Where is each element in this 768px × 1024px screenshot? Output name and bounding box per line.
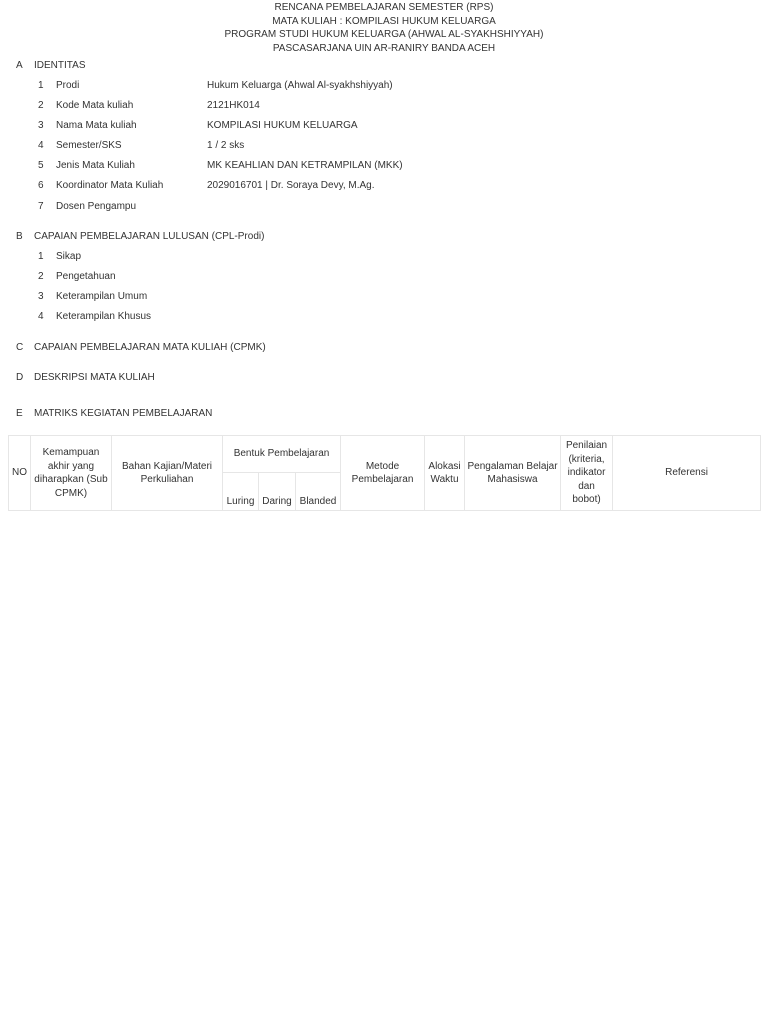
identity-row-koordinator: [0, 180, 768, 194]
col-header-bentuk: Bentuk Pembelajaran: [223, 436, 341, 473]
row-label: Jenis Mata Kuliah: [56, 160, 135, 171]
row-number: 4: [38, 140, 44, 151]
cpl-row-sikap: [0, 251, 768, 265]
row-label: Dosen Pengampu: [56, 201, 137, 212]
section-letter: A: [16, 60, 23, 71]
col-header-daring: Daring: [259, 473, 296, 511]
cpl-row-keterampilan-khusus: [0, 311, 768, 325]
section-title: CAPAIAN PEMBELAJARAN LULUSAN (CPL-Prodi): [34, 231, 265, 242]
row-label: Kode Mata kuliah: [56, 100, 134, 111]
section-letter: B: [16, 231, 23, 242]
row-label: Koordinator Mata Kuliah: [56, 180, 164, 191]
document-header: [0, 0, 768, 55]
row-number: 5: [38, 160, 44, 171]
learning-matrix-table: [8, 435, 761, 511]
col-header-blanded: Blanded: [296, 473, 341, 511]
identity-row-semester: [0, 140, 768, 154]
col-header-no: NO: [9, 436, 31, 511]
col-header-metode: Metode Pembelajaran: [341, 436, 425, 511]
row-label: Pengetahuan: [56, 271, 116, 282]
row-number: 3: [38, 291, 44, 302]
row-number: 3: [38, 120, 44, 131]
row-number: 1: [38, 251, 44, 262]
col-header-pengalaman: Pengalaman Belajar Mahasiswa: [465, 436, 561, 511]
row-number: 2: [38, 100, 44, 111]
col-header-alokasi: Alokasi Waktu: [425, 436, 465, 511]
section-title: DESKRIPSI MATA KULIAH: [34, 372, 155, 383]
row-value: MK KEAHLIAN DAN KETRAMPILAN (MKK): [207, 160, 403, 171]
section-letter: D: [16, 372, 24, 383]
col-header-kemampuan: Kemampuan akhir yang diharapkan (Sub CPMK): [31, 436, 112, 511]
identity-row-prodi: [0, 80, 768, 94]
section-title: IDENTITAS: [34, 60, 86, 71]
header-title: RENCANA PEMBELAJARAN SEMESTER (RPS): [274, 2, 494, 13]
cpl-row-keterampilan-umum: [0, 291, 768, 305]
identity-row-jenis: [0, 160, 768, 174]
section-title: MATRIKS KEGIATAN PEMBELAJARAN: [34, 408, 213, 419]
header-program: PROGRAM STUDI HUKUM KELUARGA (AHWAL AL-SYAKHSHIYYAH): [224, 29, 544, 40]
row-label: Keterampilan Khusus: [56, 311, 152, 322]
row-value: 1 / 2 sks: [207, 140, 245, 151]
col-header-referensi: Referensi: [613, 436, 761, 511]
col-header-bahan: Bahan Kajian/Materi Perkuliahan: [112, 436, 223, 511]
section-letter: E: [16, 408, 23, 419]
header-institution: PASCASARJANA UIN AR-RANIRY BANDA ACEH: [272, 42, 496, 54]
row-value: Hukum Keluarga (Ahwal Al-syakhshiyyah): [207, 80, 393, 91]
identity-row-dosen: [0, 201, 768, 215]
row-number: 2: [38, 271, 44, 282]
row-number: 7: [38, 201, 44, 212]
row-label: Nama Mata kuliah: [56, 120, 137, 131]
row-number: 4: [38, 311, 44, 322]
row-number: 1: [38, 80, 44, 91]
section-title: CAPAIAN PEMBELAJARAN MATA KULIAH (CPMK): [34, 342, 266, 353]
col-header-penilaian: Penilaian (kriteria, indikator dan bobot): [561, 436, 613, 511]
header-course: MATA KULIAH : KOMPILASI HUKUM KELUARGA: [272, 15, 496, 27]
section-letter: C: [16, 342, 24, 353]
row-label: Semester/SKS: [56, 140, 122, 151]
row-number: 6: [38, 180, 44, 191]
cpl-row-pengetahuan: [0, 271, 768, 285]
identity-row-kode: [0, 100, 768, 114]
row-value: KOMPILASI HUKUM KELUARGA: [207, 120, 358, 131]
row-label: Prodi: [56, 80, 80, 91]
row-label: Sikap: [56, 251, 82, 262]
row-value: 2121HK014: [207, 100, 260, 111]
row-value: 2029016701 | Dr. Soraya Devy, M.Ag.: [207, 180, 375, 191]
identity-row-nama: [0, 120, 768, 134]
row-label: Keterampilan Umum: [56, 291, 148, 302]
col-header-luring: Luring: [223, 473, 259, 511]
